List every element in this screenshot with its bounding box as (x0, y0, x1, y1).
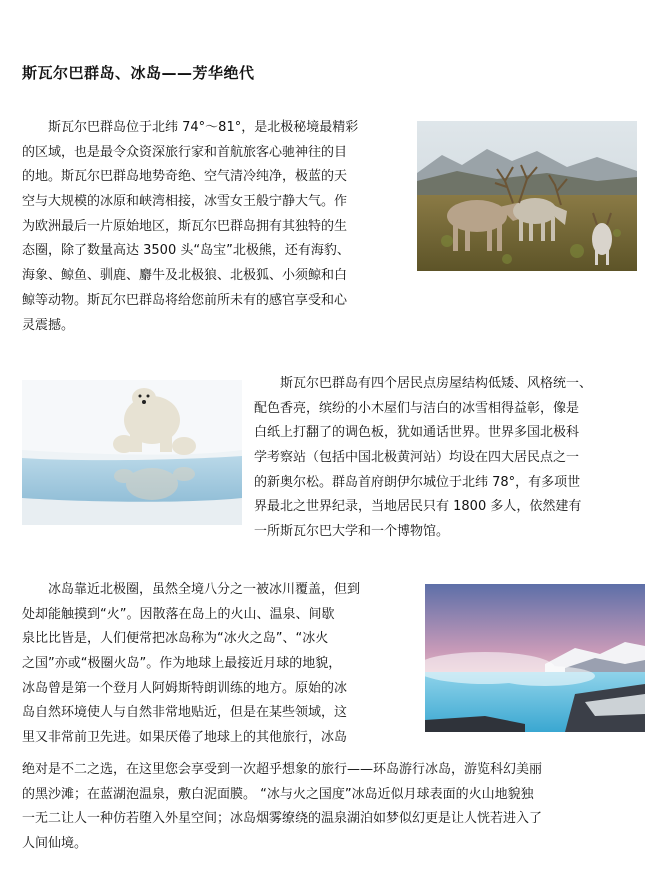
text-line: 的区域，也是最令众资深旅行家和首航旅客心驰神往的目 (22, 144, 348, 160)
text-line: 一所斯瓦尔巴大学和一个博物馆。 (254, 524, 450, 540)
text-line: 灵震撼。 (22, 317, 75, 333)
text-line: 学考察站（包括中国北极黄河站）均设在四大居民点之一 (254, 450, 580, 466)
text-line: 冰岛靠近北极圈，虽然全境八分之一被冰川覆盖，但到 (22, 582, 361, 597)
text-line: 之国”亦或“极圈火岛”。作为地球上最接近月球的地貌， (22, 656, 342, 672)
text-line: 鲸等动物。斯瓦尔巴群岛将给您前所未有的感官享受和心 (22, 292, 348, 308)
text-line: 处却能触摸到“火”。因散落在岛上的火山、温泉、间歇 (22, 606, 335, 622)
text-line: 为欧洲最后一片原始地区，斯瓦尔巴群岛拥有其独特的生 (22, 218, 348, 234)
text-line: 绝对是不二之选，在这里您会享受到一次超乎想象的旅行——环岛游行冰岛，游览科幻美丽 (22, 762, 543, 777)
text-line: 配色香亮，缤纷的小木屋们与洁白的冰雪相得益彰，像是 (254, 400, 580, 416)
text-line: 一无二让人一种仿若堕入外星空间；冰岛烟雾缭绕的温泉湖泊如梦似幻更是让人恍若进入了 (22, 811, 543, 827)
text-line: 空与大规模的冰原和峡湾相接，冰雪女王般宁静大气。作 (22, 194, 348, 210)
text-line: 人间仙境。 (22, 836, 88, 852)
blue-lagoon-photo (425, 584, 645, 732)
paragraph-iceland-continued (22, 758, 652, 857)
paragraph-svalbard (22, 116, 412, 338)
paragraph-iceland (22, 578, 414, 751)
text-line: 岛自然环境使人与自然非常地贴近，但是在某些领域，这 (22, 705, 348, 721)
text-line: 白纸上打翻了的调色板，犹如通话世界。世界多国北极科 (254, 425, 580, 441)
text-line: 泉比比皆是，人们便常把冰岛称为“冰火之岛”、“冰火 (22, 631, 329, 647)
text-line: 的黑沙滩；在蓝湖泡温泉，敷白泥面膜。 “冰与火之国度”冰岛近似月球表面的火山地貌独 (22, 786, 534, 802)
text-line: 的地。斯瓦尔巴群岛地势奇绝、空气清冷纯净，极蓝的天 (22, 169, 348, 185)
text-line: 斯瓦尔巴群岛位于北纬 74°～81°，是北极秘境最精彩 (22, 120, 359, 135)
text-line: 冰岛曾是第一个登月人阿姆斯特朗训练的地方。原始的冰 (22, 680, 348, 696)
text-line: 界最北之世界纪录，当地居民只有 1800 多人，依然建有 (254, 499, 582, 515)
article-title: 斯瓦尔巴群岛、冰岛——芳华绝代 (22, 64, 255, 82)
text-line: 斯瓦尔巴群岛有四个居民点房屋结构低矮、风格统一、 (254, 376, 593, 391)
paragraph-settlements (254, 372, 649, 545)
reindeer-photo (417, 121, 637, 271)
text-line: 里又非常前卫先进。如果厌倦了地球上的其他旅行，冰岛 (22, 730, 348, 746)
text-line: 态圈，除了数量高达 3500 头“岛宝”北极熊，还有海豹、 (22, 243, 350, 259)
text-line: 的新奥尔松。群岛首府朗伊尔城位于北纬 78°，有多项世 (254, 474, 581, 490)
polar-bear-photo (22, 380, 242, 525)
text-line: 海象、鲸鱼、驯鹿、麝牛及北极狼、北极狐、小须鲸和白 (22, 268, 348, 284)
